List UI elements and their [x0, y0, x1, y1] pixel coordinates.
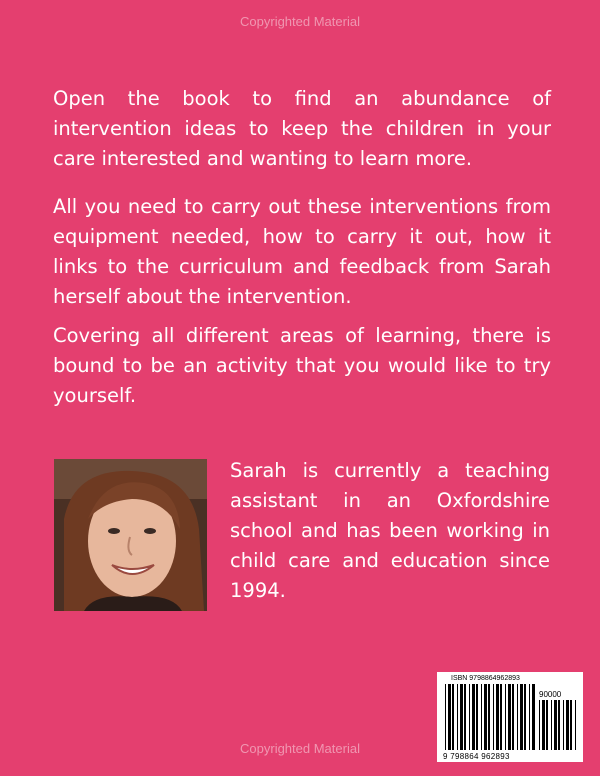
- watermark-bottom: Copyrighted Material: [240, 741, 360, 756]
- price-code: 90000: [539, 690, 562, 699]
- author-photo: [54, 459, 207, 611]
- paragraph-coverage: Covering all different areas of learning, there is bound to be an activity that you would like to try yourself.: [53, 324, 551, 407]
- paragraph-contents: All you need to carry out these interventions from equipment needed, how to carry it out, how it links to the curriculum and feedback from Sarah herself about the intervention.: [53, 195, 551, 308]
- author-bio: Sarah is currently a teaching assistant in an Oxfordshire school and has been working in child care and education since 1994.: [230, 459, 550, 602]
- watermark-top: Copyrighted Material: [240, 14, 360, 29]
- paragraph-intro: Open the book to find an abundance of intervention ideas to keep the children in your care interested and wanting to learn more.: [53, 87, 551, 170]
- barcode-digits: 9 798864 962893: [443, 752, 510, 761]
- isbn-label: ISBN 9798864962893: [451, 675, 520, 682]
